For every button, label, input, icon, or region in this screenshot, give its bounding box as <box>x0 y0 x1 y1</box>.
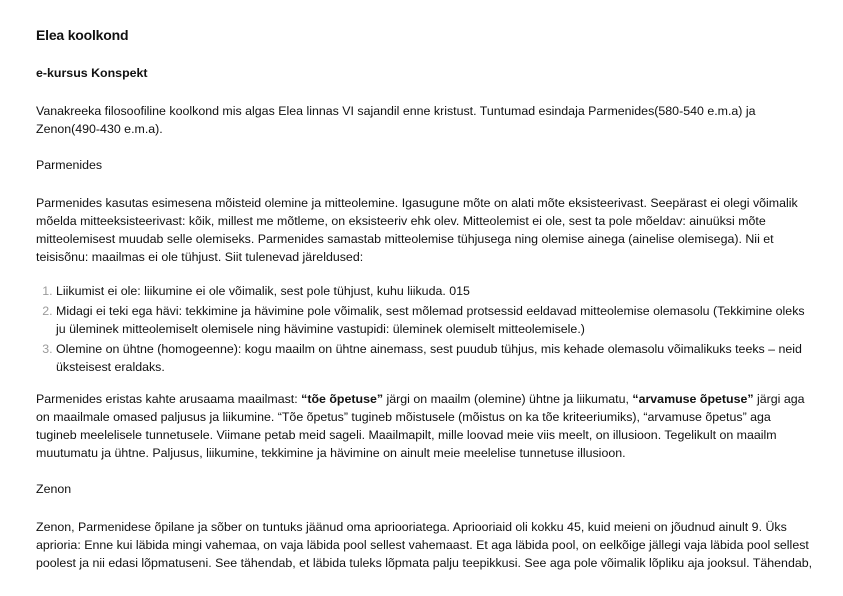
truth-doctrine-term: “tõe õpetuse” <box>301 392 384 406</box>
section-heading-zenon: Zenon <box>36 482 72 496</box>
two-views-text-2: järgi on maailm (olemine) ühtne ja liikumatu, <box>383 392 633 406</box>
parmenides-paragraph: Parmenides kasutas esimesena mõisteid olemine ja mitteolemine. Igasugune mõte on alati mõte eksisteerivast. Seepärast ei olegi võimalik mõelda mitteeksisteerivast: kõik, millest me mõtleme, on eksisteeriv ehk olev. Mitteolemist ei ole, sest ta pole mõeldav: ainuüksi mõte mitteolemisest muudab selle olemiseks. Parmenides samastab mitteolemise tühjusega ning olemise ainega (ainelise olemisega). Nii et teisisõnu: maailmas ei ole tühjust. Siit tulenevad järeldused: <box>36 196 798 264</box>
intro-paragraph: Vanakreeka filosoofiline koolkond mis algas Elea linnas VI sajandil enne kristust. Tuntumad esindaja Parmenides(580-540 e.m.a) ja Zenon(490-430 e.m.a). <box>36 104 756 136</box>
document-title: Elea koolkond <box>36 27 129 43</box>
zenon-paragraph: Zenon, Parmenidese õpilane ja sõber on tuntuks jäänud oma apriooriatega. Apriooriaid oli kokku 45, kuid meieni on jõudnud ainult 9. Üks aprioria: Enne kui läbida mingi vahemaa, on vaja läbida pool sellest vahemaast. Et aga läbida pool, on eelkõige jällegi vaja läbida pool sellest poolest ja nii edasi lõpmatuseni. See tähendab, et läbida tuleks lõpmata palju teepikkusi. See aga pole võimalik lõpliku aja jooksul. Tähendab, <box>36 520 813 570</box>
list-item: 1. Liikumist ei ole: liikumine ei ole võimalik, sest pole tühjust, kuhu liikuda. 015 <box>56 282 813 300</box>
two-views-text-1: Parmenides eristas kahte arusaama maailmast: <box>36 392 302 406</box>
two-views-paragraph <box>36 390 813 462</box>
opinion-doctrine-term: “arvamuse õpetuse” <box>632 392 754 406</box>
two-views-text-3: järgi aga on maailmale omased paljusus ja liikumine. “Tõe õpetus” tugineb mõistusele (mõistus on ka tõe kriteeriumiks), “arvamuse õpetus” aga tugineb meelelisele tunnetusele. Viimane petab meid sageli. Maailmapilt, mille loovad meie viis meelt, on illusioon. Tegelikult on maailm muutumatu ja ühtne. Paljusus, liikumine, tekkimine ja hävimine on ainult meie meelelise tunnetuse illusioon. <box>36 392 805 460</box>
list-item: 3. Olemine on ühtne (homogeenne): kogu maailm on ühtne ainemass, sest puudub tühjus, mis kehade olemasolu võimalikuks teeks – neid üksteisest eraldaks. <box>56 340 813 376</box>
list-item: 2. Midagi ei teki ega hävi: tekkimine ja hävimine pole võimalik, sest mõlemad protsessid eeldavad mitteolemise olemasolu (Tekkimine oleks ju üleminek mitteolemiselt olemisele ning hävimine vastupidi: üleminek olemiselt mitteolemisele.) <box>56 302 813 338</box>
section-heading-parmenides: Parmenides <box>36 158 103 172</box>
conclusions-list <box>36 282 813 376</box>
document-subtitle: e-kursus Konspekt <box>36 66 148 80</box>
